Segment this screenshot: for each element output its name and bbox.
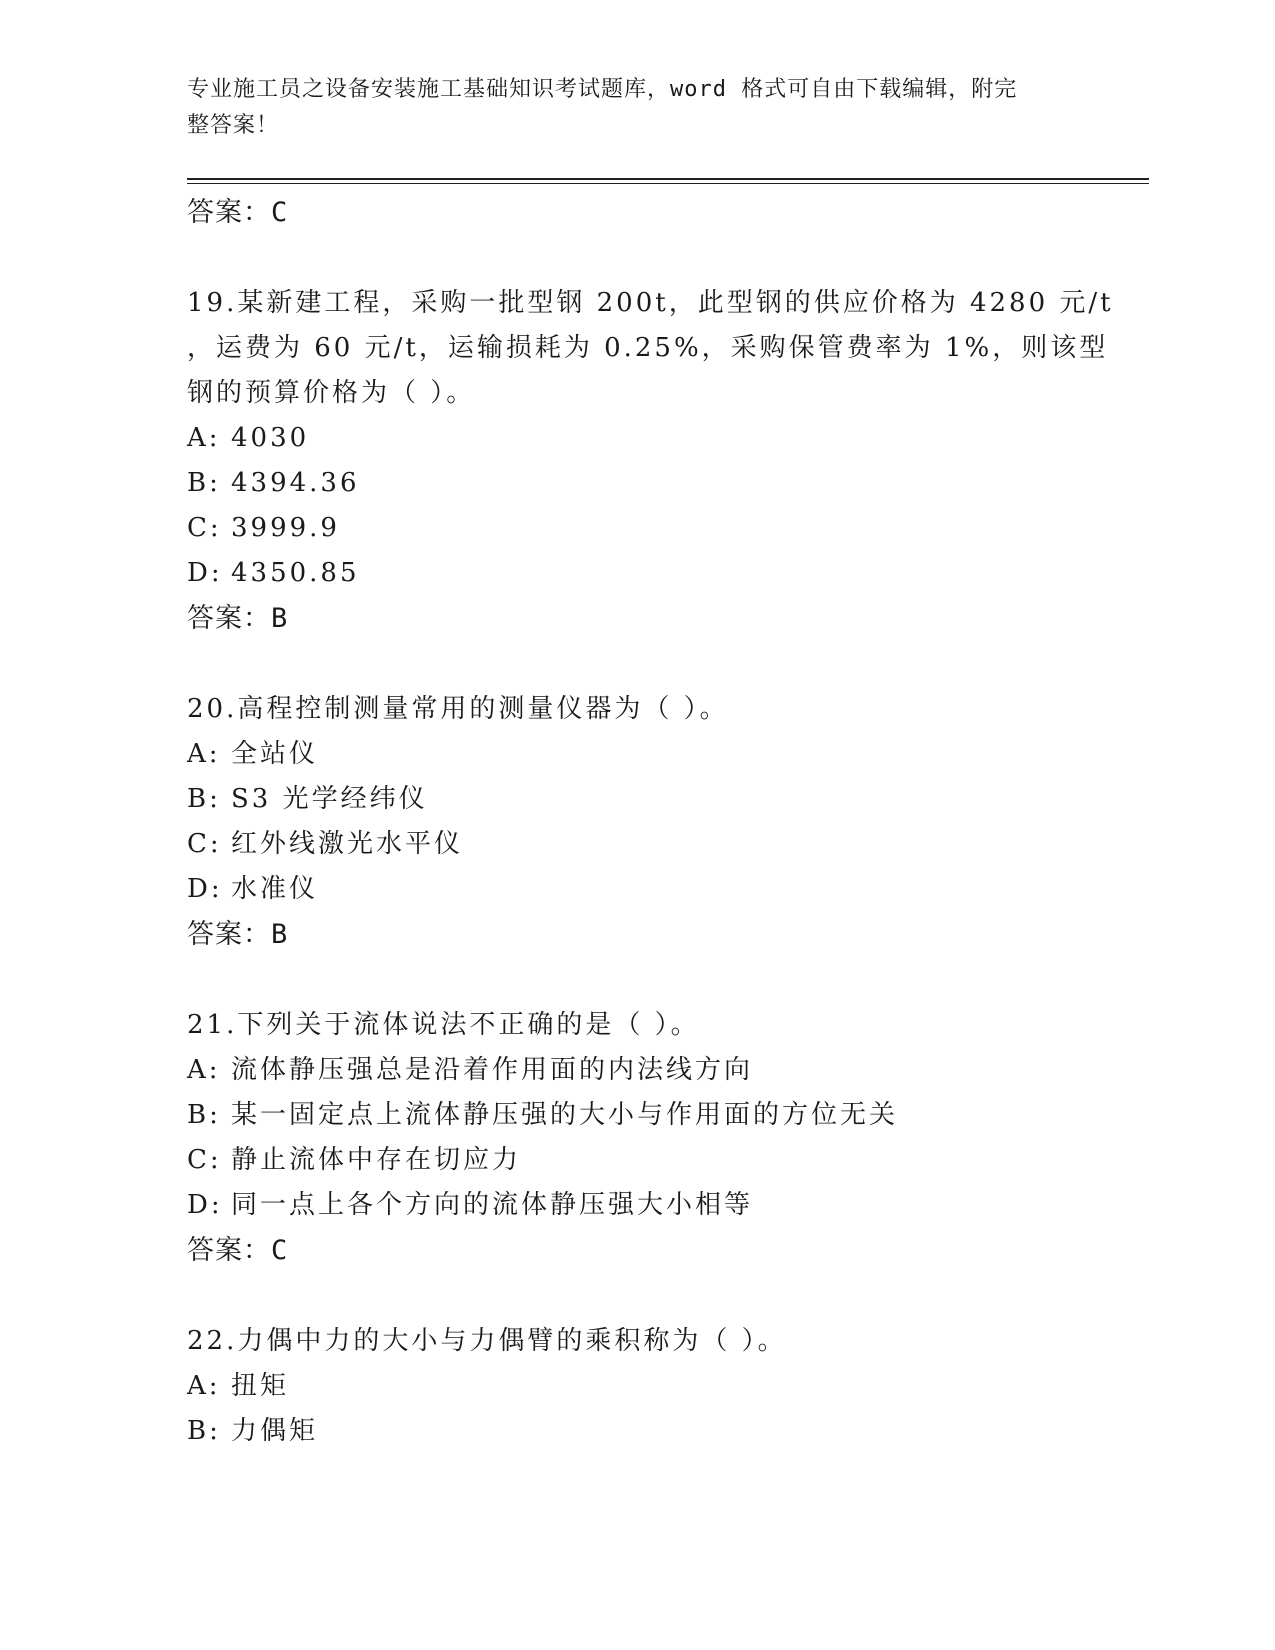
- question-20-stem: [187, 687, 1087, 732]
- question-20: [187, 687, 1087, 957]
- question-20-line-1: 20.高程控制测量常用的测量仪器为（ ）。: [187, 694, 729, 724]
- question-22-stem: [187, 1319, 1087, 1364]
- option-text: 水准仪: [231, 874, 319, 904]
- question-22-option-b: [187, 1409, 1087, 1454]
- page-header: [187, 72, 1067, 144]
- header-rule-thin: [187, 183, 1149, 184]
- option-letter: A:: [187, 1371, 221, 1401]
- option-text: 静止流体中存在切应力: [231, 1145, 522, 1175]
- option-letter: D:: [187, 874, 223, 904]
- option-text: 全站仪: [231, 739, 319, 769]
- header-rule-thick: [187, 178, 1149, 180]
- option-letter: B:: [187, 468, 221, 498]
- question-19-option-c: [187, 506, 1087, 551]
- option-text: 4394.36: [231, 468, 360, 498]
- question-19-answer: 答案：B: [187, 603, 289, 634]
- option-text: 红外线激光水平仪: [231, 829, 464, 859]
- question-22-option-a: [187, 1364, 1087, 1409]
- question-22: [187, 1319, 1087, 1454]
- question-19-line-2: ，运费为 60 元/t，运输损耗为 0.25%，采购保管费率为 1%，则该型: [187, 333, 1109, 363]
- option-text: 某一固定点上流体静压强的大小与作用面的方位无关: [231, 1100, 899, 1130]
- question-20-option-a: [187, 732, 1087, 777]
- document-body: [187, 190, 1114, 1454]
- spacer: [187, 1273, 1087, 1319]
- question-21-option-a: [187, 1048, 1087, 1093]
- option-text: 4350.85: [231, 558, 360, 588]
- option-text: 同一点上各个方向的流体静压强大小相等: [231, 1190, 754, 1220]
- option-text: 力偶矩: [231, 1416, 319, 1446]
- question-19-line-3: 钢的预算价格为（ ）。: [187, 378, 476, 408]
- question-20-answer: 答案：B: [187, 919, 289, 950]
- option-letter: C:: [187, 829, 222, 859]
- spacer: [187, 235, 1087, 281]
- question-21-option-c: [187, 1138, 1087, 1183]
- header-line-1: 专业施工员之设备安装施工基础知识考试题库，word 格式可自由下载编辑，附完: [187, 77, 1018, 102]
- question-21: [187, 1003, 1087, 1273]
- question-19-line-1: 19.某新建工程，采购一批型钢 200t，此型钢的供应价格为 4280 元/t: [187, 288, 1114, 318]
- question-19-option-b: [187, 461, 1087, 506]
- option-letter: A:: [187, 739, 221, 769]
- option-letter: C:: [187, 513, 222, 543]
- question-20-option-c: [187, 822, 1087, 867]
- spacer: [187, 957, 1087, 1003]
- question-21-answer: 答案：C: [187, 1235, 289, 1266]
- question-20-option-d: [187, 867, 1087, 912]
- option-letter: D:: [187, 1190, 223, 1220]
- option-text: 流体静压强总是沿着作用面的内法线方向: [231, 1055, 754, 1085]
- question-19: [187, 281, 1114, 641]
- question-21-stem: [187, 1003, 1087, 1048]
- question-22-line-1: 22.力偶中力的大小与力偶臂的乘积称为（ ）。: [187, 1326, 787, 1356]
- option-letter: C:: [187, 1145, 222, 1175]
- question-19-option-d: [187, 551, 1087, 596]
- question-19-option-a: [187, 416, 1087, 461]
- option-text: 扭矩: [231, 1371, 290, 1401]
- header-line-2: 整答案！: [187, 113, 280, 138]
- question-21-line-1: 21.下列关于流体说法不正确的是（ ）。: [187, 1010, 700, 1040]
- option-letter: D:: [187, 558, 223, 588]
- option-letter: A:: [187, 423, 221, 453]
- question-19-stem: [187, 281, 1114, 416]
- question-21-option-b: [187, 1093, 1087, 1138]
- spacer: [187, 641, 1087, 687]
- option-text: S3 光学经纬仪: [231, 784, 428, 814]
- answer-previous: 答案：C: [187, 197, 289, 228]
- option-letter: B:: [187, 1416, 221, 1446]
- question-21-option-d: [187, 1183, 1087, 1228]
- question-20-option-b: [187, 777, 1087, 822]
- option-text: 4030: [231, 423, 310, 453]
- option-text: 3999.9: [231, 513, 340, 543]
- option-letter: B:: [187, 784, 221, 814]
- option-letter: B:: [187, 1100, 221, 1130]
- option-letter: A:: [187, 1055, 221, 1085]
